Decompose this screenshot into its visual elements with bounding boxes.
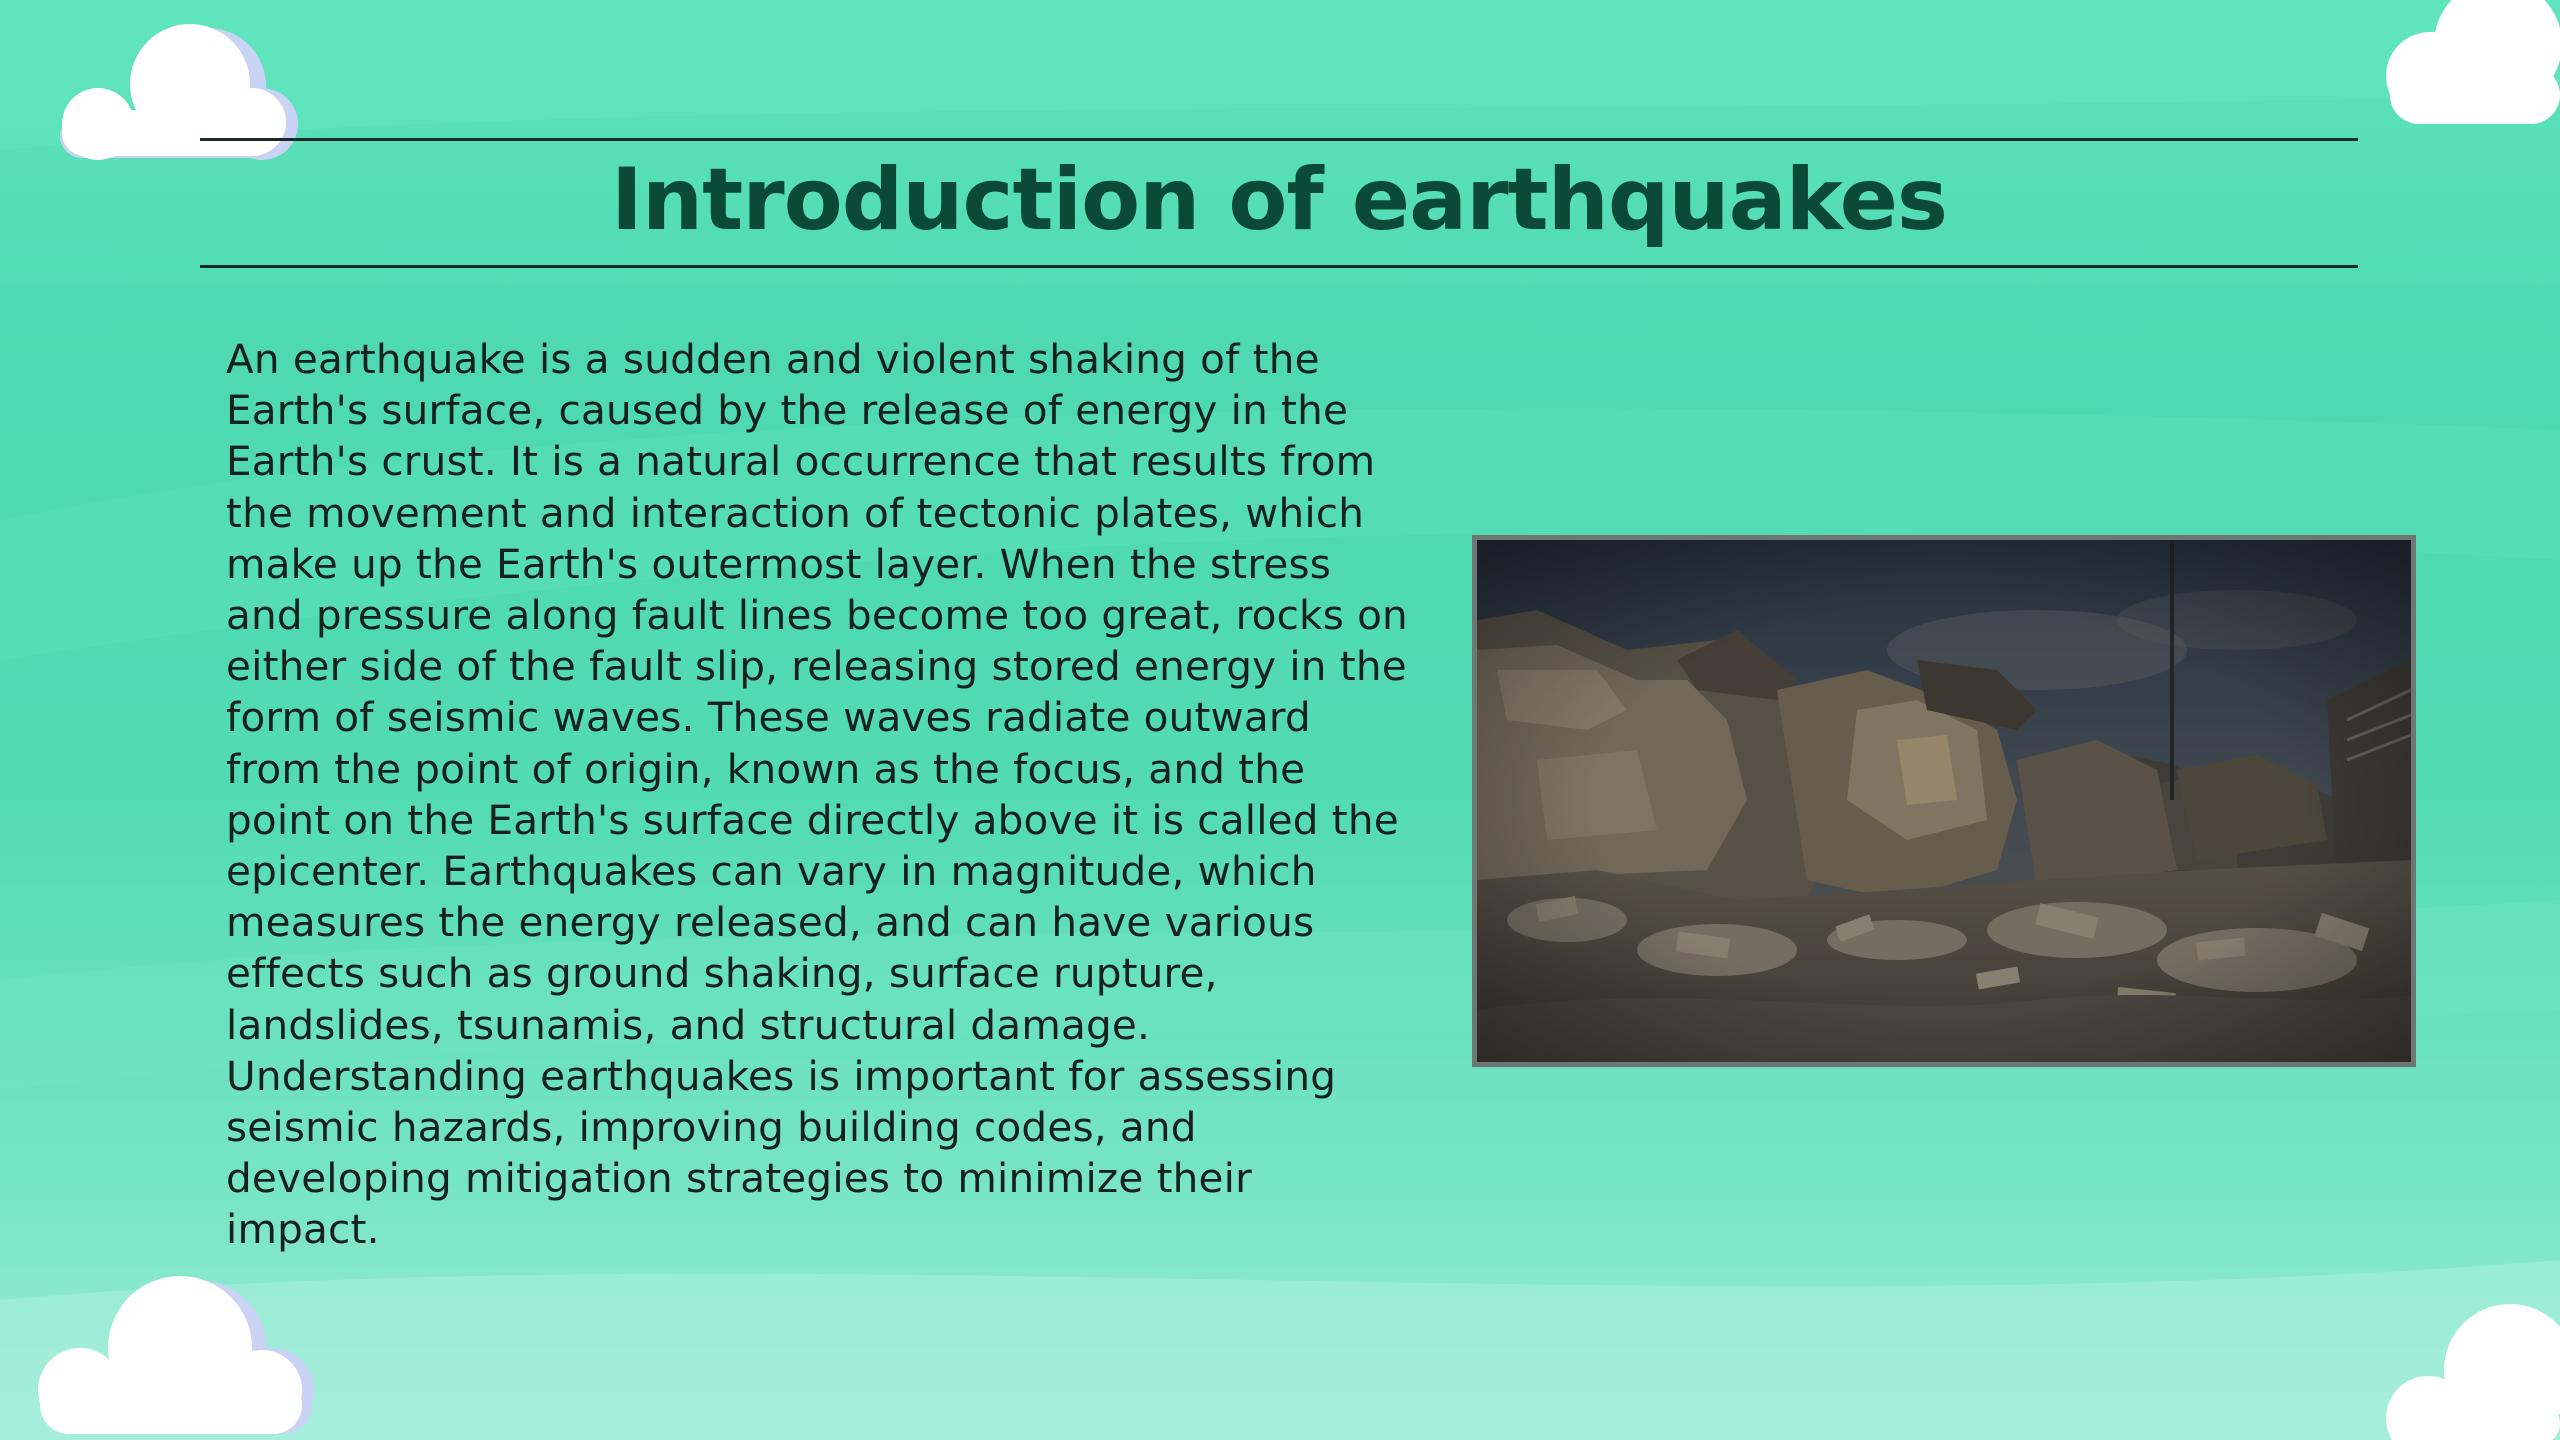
slide-body-text: An earthquake is a sudden and violent shaking of the Earth's surface, caused by the release of energy in the Earth's crust. It is a natural occurrence that results from the movement and interaction of tectonic plates, which make up the Earth's outermost layer. When the stress and pressure along fault lines become too great, rocks on either side of the fault slip, releasing stored energy in the form of seismic waves. These waves radiate outward from the point of origin, known as the focus, and the point on the Earth's surface directly above it is called the epicenter. Earthquakes can vary in magnitude, which measures the energy released, and can have various effects such as ground shaking, surface rupture, landslides, tsunamis, and structural damage. Understanding earthquakes is important for assessing seismic hazards, improving building codes, and developing mitigation strategies to minimize their impact. [226, 335, 1408, 1254]
earthquake-rubble-photo [1472, 535, 2416, 1067]
slide-title: Introduction of earthquakes [610, 150, 1948, 250]
title-rule-bottom [200, 265, 2358, 268]
cloud-bottom-right [2370, 1300, 2560, 1440]
rubble-illustration [1477, 540, 2411, 1062]
cloud-bottom-left [22, 1266, 322, 1440]
cloud-top-right [2370, 0, 2560, 130]
